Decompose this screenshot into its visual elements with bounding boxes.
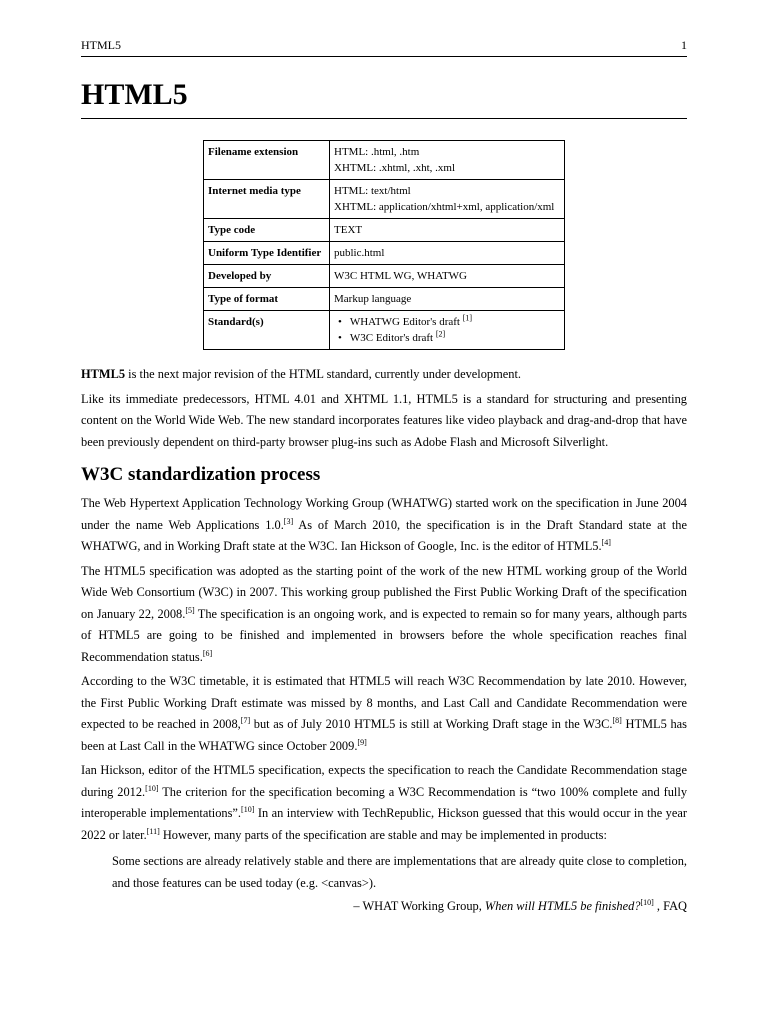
infobox-value-line: HTML: text/html [334, 185, 411, 197]
infobox-key: Filename extension [204, 141, 330, 180]
citation-ref[interactable]: [11] [146, 826, 160, 836]
attribution-link[interactable]: When will HTML5 be finished? [484, 899, 641, 913]
infobox-key: Developed by [204, 265, 330, 288]
citation-ref[interactable]: [4] [601, 537, 611, 547]
infobox-key: Standard(s) [204, 311, 330, 350]
infobox-value [330, 141, 565, 180]
citation-ref[interactable]: [10] [241, 804, 255, 814]
paragraph-text: The specification is an ongoing work, and is expected to remain so for many years, although parts of HTML5 are going to be finished and implemented in browsers before the whole specification reaches final Recommendation status. [81, 606, 687, 664]
infobox-row [204, 242, 565, 265]
infobox-value [330, 242, 565, 265]
section-paragraph [81, 671, 687, 757]
infobox-value [330, 265, 565, 288]
citation-ref[interactable]: [10] [145, 783, 159, 793]
infobox-row [204, 219, 565, 242]
infobox-value-line: Markup language [334, 293, 412, 305]
infobox-row [204, 180, 565, 219]
infobox-value-line: W3C HTML WG, WHATWG [334, 270, 467, 282]
page-title: HTML5 [81, 78, 188, 111]
infobox-value-line: HTML: .html, .htm [334, 146, 420, 158]
attribution-suffix: , FAQ [653, 899, 687, 913]
block-quote [112, 851, 687, 918]
infobox-value [330, 311, 565, 350]
paragraph-text: The criterion for the specification becoming a W3C Recommendation is “two 100% complete and fully interoperable implementations”. [81, 784, 688, 820]
infobox-key: Internet media type [204, 180, 330, 219]
standards-list [334, 314, 560, 346]
infobox-value [330, 180, 565, 219]
citation-ref[interactable]: [3] [283, 516, 294, 526]
section-heading: W3C standardization process [81, 464, 321, 485]
intro-bold-term: HTML5 [81, 367, 126, 381]
standard-link[interactable]: WHATWG Editor's draft [349, 316, 460, 328]
citation-ref[interactable]: [5] [185, 605, 195, 615]
citation-ref[interactable]: [6] [202, 648, 213, 658]
section-paragraph [81, 493, 687, 558]
paragraph-text: Ian Hickson, editor of the HTML5 specification, expects the specification to reach the Candidate Recommendation stage during 2012. [81, 763, 687, 799]
infobox-row [204, 288, 565, 311]
infobox-key: Type of format [204, 288, 330, 311]
paragraph-text: However, many parts of the specification are stable and may be implemented in products: [159, 827, 607, 842]
page-number: 1 [681, 38, 687, 52]
intro-paragraph-2: Like its immediate predecessors, HTML 4.01 and XHTML 1.1, HTML5 is a standard for structuring and presenting content on the World Wide Web. The new standard incorporates features like video playback and drag-and-drop that have been previously dependent on third-party browser plug-ins such as Adobe Flash and Microsoft Silverlight. [81, 391, 687, 449]
paragraph-text: In an interview with TechRepublic, Hickson guessed that this would occur in the year 2022 or later. [81, 806, 687, 842]
infobox-table [203, 140, 565, 350]
infobox-value-line: XHTML: application/xhtml+xml, application/xml [334, 201, 555, 213]
section-paragraphs [81, 493, 687, 846]
section-paragraph [81, 561, 687, 669]
infobox-key: Uniform Type Identifier [204, 242, 330, 265]
infobox-value [330, 288, 565, 311]
quote-text: Some sections are already relatively stable and there are implementations that are already quite close to completion, and those features can be used today (e.g. <canvas>). [112, 854, 687, 890]
infobox-key: Type code [204, 219, 330, 242]
citation-ref[interactable]: [1] [462, 313, 473, 323]
running-header-title: HTML5 [81, 38, 121, 52]
paragraph-text: The Web Hypertext Application Technology Working Group (WHATWG) started work on the specification in June 2004 under the name Web Applications 1.0. [81, 496, 687, 532]
infobox-value-line: XHTML: .xhtml, .xht, .xml [334, 162, 455, 174]
paragraph-text: HTML5 has been at Last Call in the WHATWG since October 2009. [81, 717, 687, 753]
paragraph-text: As of March 2010, the specification is in the Draft Standard state at the WHATWG, and in Working Draft state at the W3C. Ian Hickson of Google, Inc. is the editor of HTML5. [81, 517, 687, 553]
quote-attribution [112, 896, 687, 918]
infobox-row [204, 265, 565, 288]
infobox-value-line: public.html [334, 247, 385, 259]
article-body [81, 364, 687, 918]
intro-paragraph-1 [81, 364, 687, 386]
attribution-prefix: – WHAT Working Group, [353, 899, 485, 913]
infobox-row [204, 141, 565, 180]
paragraph-text: but as of July 2010 HTML5 is still at Working Draft stage in the W3C. [250, 717, 613, 731]
section-paragraph [81, 760, 687, 846]
citation-ref[interactable]: [10] [640, 897, 654, 907]
citation-ref[interactable]: [7] [240, 715, 251, 725]
running-header [81, 38, 687, 57]
infobox-row [204, 311, 565, 350]
standard-link[interactable]: W3C Editor's draft [349, 332, 434, 344]
standards-list-item [346, 330, 560, 346]
citation-ref[interactable]: [8] [612, 715, 622, 725]
paragraph-text: According to the W3C timetable, it is estimated that HTML5 will reach W3C Recommendation by late 2010. However, the First Public Working Draft estimate was missed by 8 months, and Last Call and Candidate Recommendation were expected to be reached in 2008, [81, 674, 687, 731]
title-rule [81, 118, 687, 119]
standards-list-item [346, 314, 560, 330]
infobox-value-line: TEXT [334, 224, 363, 236]
paragraph-text: The HTML5 specification was adopted as the starting point of the work of the new HTML working group of the World Wide Web Consortium (W3C) in 2007. This working group published the First Public Working Draft of the specification on January 22, 2008. [81, 563, 687, 621]
infobox-value [330, 219, 565, 242]
citation-ref[interactable]: [2] [435, 329, 446, 339]
intro-text: is the next major revision of the HTML standard, currently under development. [125, 367, 521, 381]
citation-ref[interactable]: [9] [357, 737, 367, 747]
